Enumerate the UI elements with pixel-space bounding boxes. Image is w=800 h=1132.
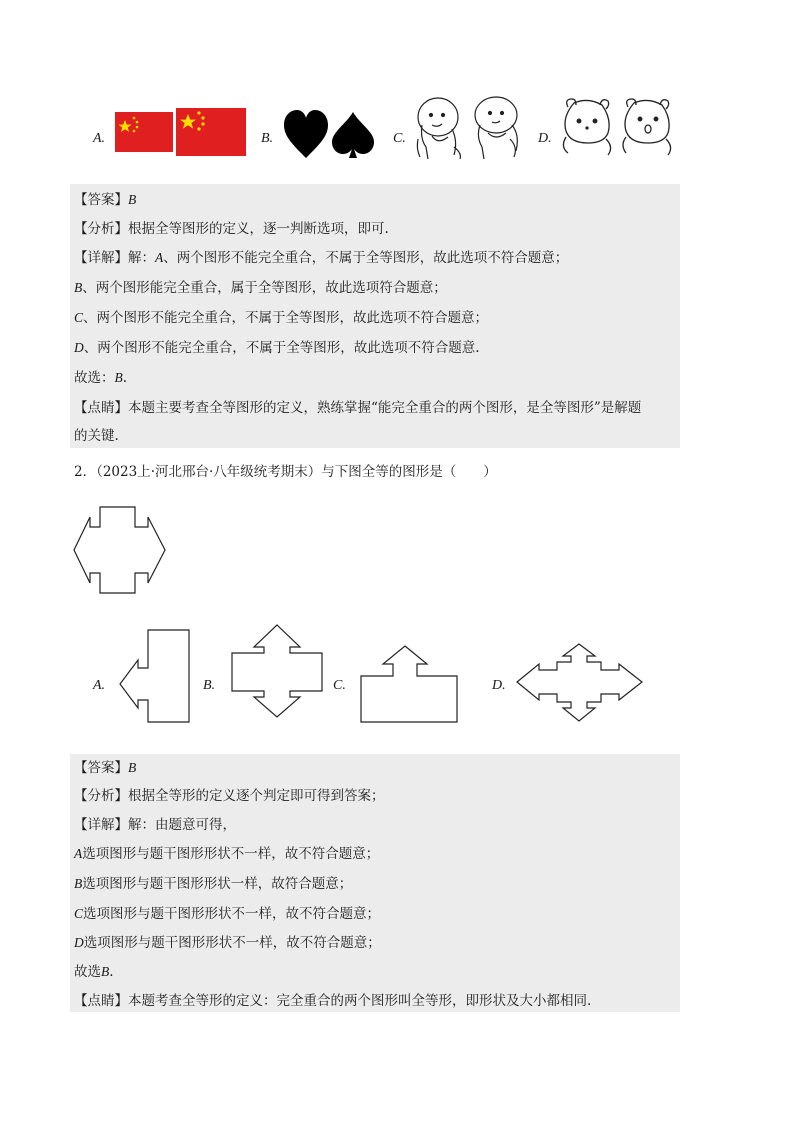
q1-line-d-var: D (74, 340, 84, 355)
cartoon-boy-left (417, 98, 460, 159)
q2-option-b-label: B. (203, 678, 216, 693)
q1-answer-line (74, 190, 136, 210)
q1-line-b-text: 、两个图形能完全重合，属于全等图形，故此选项符合题意； (82, 280, 447, 296)
q2-answer-tag: 【答案】 (74, 760, 128, 776)
q2-detail-intro: 解：由题意可得， (128, 817, 236, 833)
q2-choose-value: B (101, 964, 110, 979)
q1-choose-line (74, 368, 127, 388)
q2-option-a-label: A. (93, 678, 106, 693)
q1-choose-value: B (114, 370, 123, 385)
q1-comment-line-2 (74, 426, 119, 446)
q2-option-c-label: C. (333, 678, 346, 693)
q2-answer-line (74, 758, 136, 778)
q2-line-d-text: 选项图形与题干图形形状不一样，故不符合题意； (83, 935, 381, 951)
q2-analysis-line (74, 786, 385, 806)
q2-solution-box (70, 754, 680, 1012)
q1-analysis-line (74, 219, 389, 239)
q2-line-c-var: C (74, 906, 84, 921)
q1-comment-text-1: 本题主要考查全等图形的定义，熟练掌握“能完全重合的两个图形，是全等图形”是解题 (128, 400, 642, 416)
q2-choose-end: . (109, 964, 114, 980)
q2-detail-tag: 【详解】 (74, 817, 128, 833)
q1-comment-tag: 【点睛】 (74, 400, 128, 416)
q2-option-d-label: D. (492, 678, 506, 693)
q1-line-d-text: 、两个图形不能完全重合，不属于全等图形，故此选项不符合题意. (83, 340, 480, 356)
q1-option-a-label: A. (93, 131, 106, 146)
flag-small (115, 112, 173, 152)
q1-option-b-shapes (282, 108, 382, 160)
q2-option-d-figure (515, 642, 647, 724)
q2-line-b-text: 选项图形与题干图形形状一样，故符合题意； (82, 876, 353, 892)
q1-line-c-var: C (74, 310, 84, 325)
q1-option-c-cartoons (412, 95, 527, 160)
q1-option-b-label: B. (261, 131, 274, 146)
spade-shape (332, 112, 374, 158)
q2-choose-line (74, 962, 114, 982)
q1-answer-tag: 【答案】 (74, 192, 128, 208)
q1-line-a-var: A (155, 250, 164, 265)
q2-option-c-figure (357, 644, 462, 726)
cartoon-boy-right (475, 97, 517, 159)
flag-large (176, 108, 246, 156)
q2-line-a (74, 844, 379, 864)
q2-line-d-var: D (74, 935, 84, 950)
q2-option-b-figure (228, 623, 328, 721)
q2-answer-value: B (128, 760, 137, 775)
q1-line-c-text: 、两个图形不能完全重合，不属于全等图形，故此选项不符合题意； (83, 310, 489, 326)
q1-detail-line (74, 248, 568, 268)
q2-choose-text: 故选 (74, 964, 101, 980)
q2-line-b-var: B (74, 876, 83, 891)
q2-analysis-tag: 【分析】 (74, 788, 128, 804)
q2-comment-line (74, 991, 591, 1011)
q1-answer-value: B (128, 192, 137, 207)
q1-comment-text-2: 的关键. (74, 428, 119, 444)
q2-line-a-var: A (74, 846, 83, 861)
q2-line-c (74, 904, 380, 924)
q2-line-a-text: 选项图形与题干图形形状不一样，故不符合题意； (82, 846, 380, 862)
q1-analysis-text: 根据全等图形的定义，逐一判断选项，即可. (128, 221, 389, 237)
q1-analysis-tag: 【分析】 (74, 221, 128, 237)
q1-option-d-cartoons (560, 95, 675, 160)
q2-line-c-text: 选项图形与题干图形形状不一样，故不符合题意； (83, 906, 381, 922)
q1-line-c (74, 308, 488, 328)
q2-reference-figure (70, 505, 170, 597)
q2-analysis-text: 根据全等形的定义逐个判定即可得到答案； (128, 788, 385, 804)
cartoon-bear-left (563, 99, 610, 155)
q1-comment-line (74, 398, 641, 418)
q1-line-b-var: B (74, 280, 83, 295)
q2-detail-line (74, 815, 236, 835)
q2-option-a-figure (118, 628, 193, 726)
q1-choose-text: 故选： (74, 370, 115, 386)
q1-choose-end: . (122, 370, 128, 386)
q1-detail-tag: 【详解】 (74, 250, 128, 266)
q2-stem: 2．（2023上·河北邢台·八年级统考期末）与下图全等的图形是（ ） (74, 464, 497, 480)
q1-option-c-label: C. (393, 131, 406, 146)
q2-line-d (74, 933, 381, 953)
q2-comment-tag: 【点睛】 (74, 993, 128, 1009)
cartoon-bear-right (623, 99, 671, 155)
q1-detail-intro: 解： (128, 250, 155, 266)
q2-line-b (74, 874, 352, 894)
q1-solution-box (70, 184, 680, 448)
q1-line-d (74, 338, 480, 358)
q1-line-b (74, 278, 447, 298)
q2-comment-text-1: 本题考查全等形的定义：完全重合的两个图形叫全等形，即形状及大小都相同. (128, 993, 592, 1009)
heart-shape (284, 110, 328, 158)
q1-option-d-label: D. (538, 131, 552, 146)
q1-line-a-text: 、两个图形不能完全重合，不属于全等图形，故此选项不符合题意； (163, 250, 569, 266)
q1-option-a-flags (113, 108, 248, 158)
